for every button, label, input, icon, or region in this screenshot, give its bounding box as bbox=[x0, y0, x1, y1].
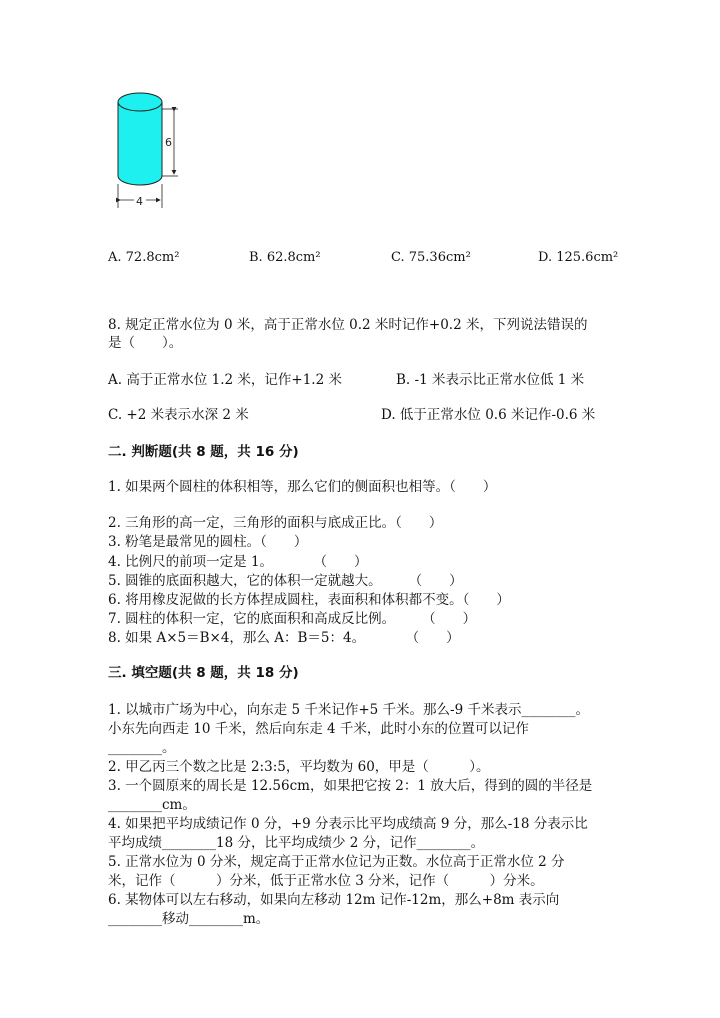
s3-line-5: 3. 一个圆原来的周长是 12.56cm，如果把它按 2：1 放大后，得到的圆的半径是 bbox=[108, 778, 593, 794]
q8-stem-line2: 是（ ）。 bbox=[108, 335, 183, 351]
section3-title: 三. 填空题(共 8 题，共 18 分) bbox=[108, 665, 299, 681]
s3-line-9: 5. 正常水位为 0 分米，规定高于正常水位记为正数。水位高于正常水位 2 分 bbox=[108, 854, 565, 870]
s2-item-1: 1. 如果两个圆柱的体积相等，那么它们的侧面积也相等。（ ） bbox=[108, 479, 497, 495]
cylinder-body bbox=[118, 93, 162, 185]
s3-line-3: ________。 bbox=[108, 740, 176, 756]
s2-item-3: 3. 粉笔是最常见的圆柱。（ ） bbox=[108, 534, 308, 550]
diameter-label: 4 bbox=[136, 195, 143, 208]
q8-option-b: B. -1 米表示比正常水位低 1 米 bbox=[396, 372, 585, 388]
s2-item-6: 6. 将用橡皮泥做的长方体捏成圆柱，表面积和体积都不变。（ ） bbox=[108, 592, 510, 608]
s3-line-10: 米，记作（ ）分米，低于正常水位 3 分米，记作（ ）分米。 bbox=[108, 873, 544, 889]
s3-line-8: 平均成绩________18 分，比平均成绩少 2 分，记作________。 bbox=[108, 835, 485, 851]
q8-stem-line1: 8. 规定正常水位为 0 米，高于正常水位 0.2 米时记作+0.2 米，下列说法错误的 bbox=[108, 317, 588, 333]
s3-line-1: 1. 以城市广场为中心，向东走 5 千米记作+5 千米。那么-9 千米表示________。 bbox=[108, 702, 589, 718]
s2-item-4: 4. 比例尺的前项一定是 1。 （ ） bbox=[108, 554, 368, 570]
s2-item-5: 5. 圆锥的底面积越大，它的体积一定就越大。 （ ） bbox=[108, 573, 463, 589]
s3-line-2: 小东先向西走 10 千米，然后向东走 4 千米，此时小东的位置可以记作 bbox=[108, 721, 529, 737]
section2-title: 二. 判断题(共 8 题，共 16 分) bbox=[108, 444, 299, 460]
s2-item-2: 2. 三角形的高一定，三角形的面积与底成正比。（ ） bbox=[108, 515, 443, 531]
s3-line-12: ________移动________m。 bbox=[108, 911, 270, 927]
s2-item-7: 7. 圆柱的体积一定，它的底面积和高成反比例。 （ ） bbox=[108, 611, 477, 627]
cylinder-figure bbox=[100, 80, 190, 212]
s3-line-6: ________cm。 bbox=[108, 797, 196, 813]
q8-option-a: A. 高于正常水位 1.2 米，记作+1.2 米 bbox=[108, 372, 342, 388]
q7-option-c: C. 75.36cm² bbox=[391, 250, 471, 265]
s3-line-7: 4. 如果把平均成绩记作 0 分，+9 分表示比平均成绩高 9 分，那么-18 分表示比 bbox=[108, 816, 588, 832]
q8-option-d: D. 低于正常水位 0.6 米记作-0.6 米 bbox=[381, 407, 596, 423]
height-label: 6 bbox=[165, 136, 172, 149]
s3-line-4: 2. 甲乙丙三个数之比是 2:3:5，平均数为 60，甲是（ ）。 bbox=[108, 759, 490, 775]
q7-option-a: A. 72.8cm² bbox=[108, 250, 180, 265]
s3-line-11: 6. 某物体可以左右移动，如果向左移动 12m 记作-12m，那么+8m 表示向 bbox=[108, 892, 560, 908]
q7-option-b: B. 62.8cm² bbox=[249, 250, 321, 265]
s2-item-8: 8. 如果 A×5＝B×4，那么 A：B＝5：4。 （ ） bbox=[108, 630, 460, 646]
q7-option-d: D. 125.6cm² bbox=[538, 250, 619, 265]
q8-option-c: C. +2 米表示水深 2 米 bbox=[108, 407, 249, 423]
